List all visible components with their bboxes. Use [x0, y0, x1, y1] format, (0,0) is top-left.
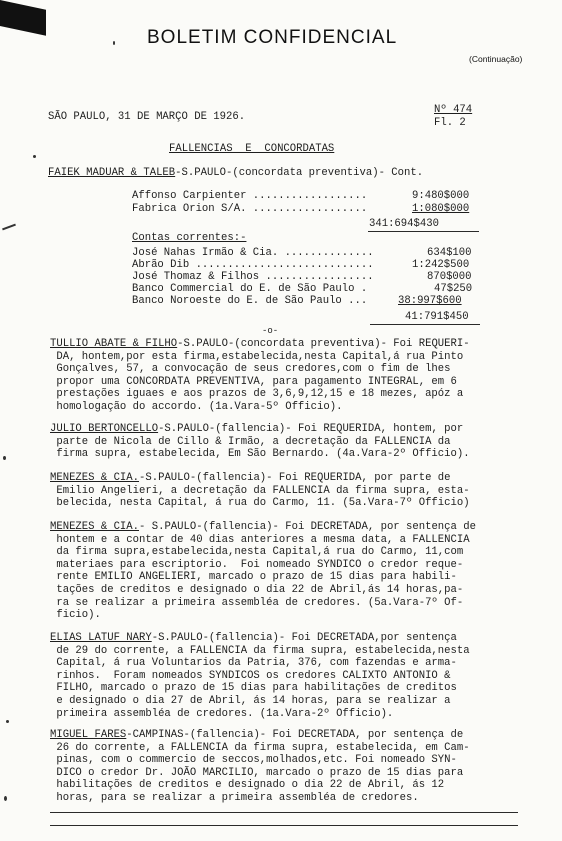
entry-line: homologação do accordo. (1a.Vara-5º Officio).	[50, 400, 343, 413]
entry-heading-rest: -S.PAULO-(concordata preventiva)- Cont.	[175, 167, 424, 179]
entry-line: Capital, á rua Voluntarios da Patria, 376, com fazendas e arma-	[50, 657, 457, 670]
entry-line: propor uma CONCORDATA PREVENTIVA, para pagamento INTEGRAL, em 6	[50, 375, 457, 388]
margin-mark	[2, 224, 16, 231]
account-name: Banco Noroeste do E. de São Paulo ...	[132, 295, 368, 307]
company-name: JULIO BERTONCELLO	[50, 423, 159, 435]
entry-line: Emilio Angelieri, a decretação da FALLENCIA da firma supra, esta-	[50, 484, 470, 497]
company-name: MIGUEL FARES	[50, 729, 127, 741]
account-name: Abrão Dib ............................	[132, 259, 374, 271]
entry-line: rente EMILIO ANGELIERI, marcado o prazo de 15 dias para habili-	[50, 571, 457, 584]
entry-elias-latuf-nary	[50, 632, 550, 720]
page-title: BOLETIM CONFIDENCIAL	[147, 27, 398, 48]
section-title: FALLENCIAS E CONCORDATAS	[169, 143, 335, 155]
entry-line: prestações iguaes e aos prazos de 3,6,9,12,15 e 18 mezes, apóz a	[50, 388, 464, 401]
entry-line: rinhos. Foram nomeados SYNDICOS os credores CALIXTO ANTONIO &	[50, 669, 451, 682]
entry-heading-rest: -S.PAULO-(concordata preventiva)- Foi REQUERI-	[177, 338, 470, 350]
margin-dot	[33, 155, 36, 158]
entry-line: pinas, com o commercio de seccos,molhados,etc. Foi nomeado SYN-	[50, 754, 457, 767]
entry-menezes-decretada	[50, 521, 550, 622]
entry-line	[50, 338, 550, 351]
total-rule	[370, 324, 480, 325]
entry-julio-bertoncello	[50, 423, 550, 461]
date-line: SÃO PAULO, 31 DE MARÇO DE 1926.	[48, 111, 246, 123]
bulletin-number: Nº 474	[434, 104, 473, 116]
creditor-name: Affonso Carpienter ..................	[132, 190, 368, 202]
entry-line: e designado o dia 27 de Abril, ás 14 horas, para se realizar a	[50, 694, 451, 707]
entry-line: belecida, nesta Capital, á rua do Carmo, 11. (5a.Vara-7º Officio)	[50, 497, 470, 510]
entry-heading-rest: -S.PAULO-(fallencia)- Foi REQUERIDA, por parte de	[139, 472, 451, 484]
creditor-name: Fabrica Orion S/A. ..................	[132, 203, 368, 215]
footer-rule	[50, 812, 518, 813]
subtotal-amount: 341:694$430	[369, 218, 439, 230]
account-amount: 47$250	[434, 283, 473, 295]
entry-line: ra se realizar a primeira assembléa de credores. (5a.Vara-7º Of-	[50, 596, 464, 609]
company-name: TULLIO ABATE & FILHO	[50, 338, 178, 350]
entry-line	[50, 472, 550, 485]
total-amount: 41:791$450	[405, 311, 469, 323]
company-name: MENEZES & CIA.	[50, 521, 140, 533]
entry-line: ficio).	[50, 609, 101, 622]
entry-heading-rest: - S.PAULO-(fallencia)- Foi DECRETADA, por sentença de	[139, 521, 476, 533]
entry-line	[50, 632, 550, 645]
entry-heading-rest: -CAMPINAS-(fallencia)- Foi DECRETADA, por sentença de	[126, 729, 464, 741]
continuation-label: (Continuação)	[469, 54, 523, 64]
entry-line: Gonçalves, 57, a convocação de seus credores,com o fim de lhes	[50, 363, 451, 376]
sheet-number: Fl. 2	[434, 117, 466, 129]
entry-heading	[48, 167, 423, 180]
account-amount: 1:242$500	[412, 259, 470, 271]
creditor-amount: 9:480$000	[412, 190, 470, 202]
company-name: MENEZES & CIA.	[50, 472, 140, 484]
entry-line	[50, 423, 550, 436]
scan-corner-mark	[0, 0, 46, 36]
separator: -o-	[262, 326, 279, 336]
entry-line: horas, para se realizar a primeira assembléa de credores.	[50, 791, 419, 804]
entry-line: primeira assembléa de credores. (1a.Vara-2º Officio).	[50, 707, 394, 720]
subtotal-rule	[368, 231, 479, 232]
entry-line: DICO o credor Dr. JOÃO MARCILIO, marcado o prazo de 15 dias para	[50, 766, 464, 779]
entry-line: materiaes para escriptorio. Foi nomeado SYNDICO o credor reque-	[50, 558, 464, 571]
company-name: ELIAS LATUF NARY	[50, 632, 152, 644]
entry-tullio-abate	[50, 338, 550, 414]
entry-heading-rest: -S.PAULO-(fallencia)- Foi DECRETADA,por sentença	[151, 632, 457, 644]
margin-dot	[113, 41, 115, 45]
entry-line: de 29 do corrente, a FALLENCIA da firma supra, estabelecida,nesta	[50, 644, 470, 657]
entry-line	[50, 521, 550, 534]
account-name: José Nahas Irmão & Cia. ..............	[132, 247, 374, 259]
accounts-label: Contas correntes:-	[132, 232, 247, 244]
company-name: FAIEK MADUAR & TALEB	[48, 167, 176, 179]
entry-line: hontem e a contar de 40 dias anteriores a mesma data, a FALLENCIA	[50, 533, 470, 546]
margin-dot	[4, 796, 7, 801]
entry-line: tações de creditos e designado o dia 22 de Abril,ás 14 horas,pa-	[50, 583, 464, 596]
account-amount: 634$100	[427, 247, 472, 259]
entry-line: da firma supra,estabelecida,nesta Capital,á rua do Carmo, 11,com	[50, 546, 464, 559]
entry-line: 26 do corrente, a FALLENCIA da firma supra, estabelecida, em Cam-	[50, 741, 470, 754]
entry-line: parte de Nicola de Cillo & Irmão, a decretação da FALLENCIA da	[50, 435, 451, 448]
footer-rule	[50, 825, 518, 826]
entry-line: FILHO, marcado o prazo de 15 dias para habilitações de creditos	[50, 682, 457, 695]
entry-line: habilitações de creditos e designado o dia 22 de Abril, ás 12	[50, 779, 445, 792]
entry-line: DA, hontem,por esta firma,estabelecida,nesta Capital,á rua Pinto	[50, 350, 464, 363]
entry-line: firma supra, estabelecida, Em São Bernardo. (4a.Vara-2º Officio).	[50, 448, 470, 461]
entry-miguel-fares	[50, 729, 550, 805]
account-amount: 38:997$600	[398, 295, 462, 307]
account-name: José Thomaz & Filhos .................	[132, 271, 374, 283]
margin-dot	[3, 456, 6, 460]
entry-menezes-requerida	[50, 472, 550, 510]
margin-dot	[6, 720, 9, 723]
creditor-amount: 1:080$000	[412, 203, 470, 215]
account-name: Banco Commercial do E. de São Paulo .	[132, 283, 368, 295]
entry-line	[50, 729, 550, 742]
account-amount: 870$000	[427, 271, 472, 283]
entry-heading-rest: -S.PAULO-(fallencia)- Foi REQUERIDA, hontem, por	[158, 423, 464, 435]
